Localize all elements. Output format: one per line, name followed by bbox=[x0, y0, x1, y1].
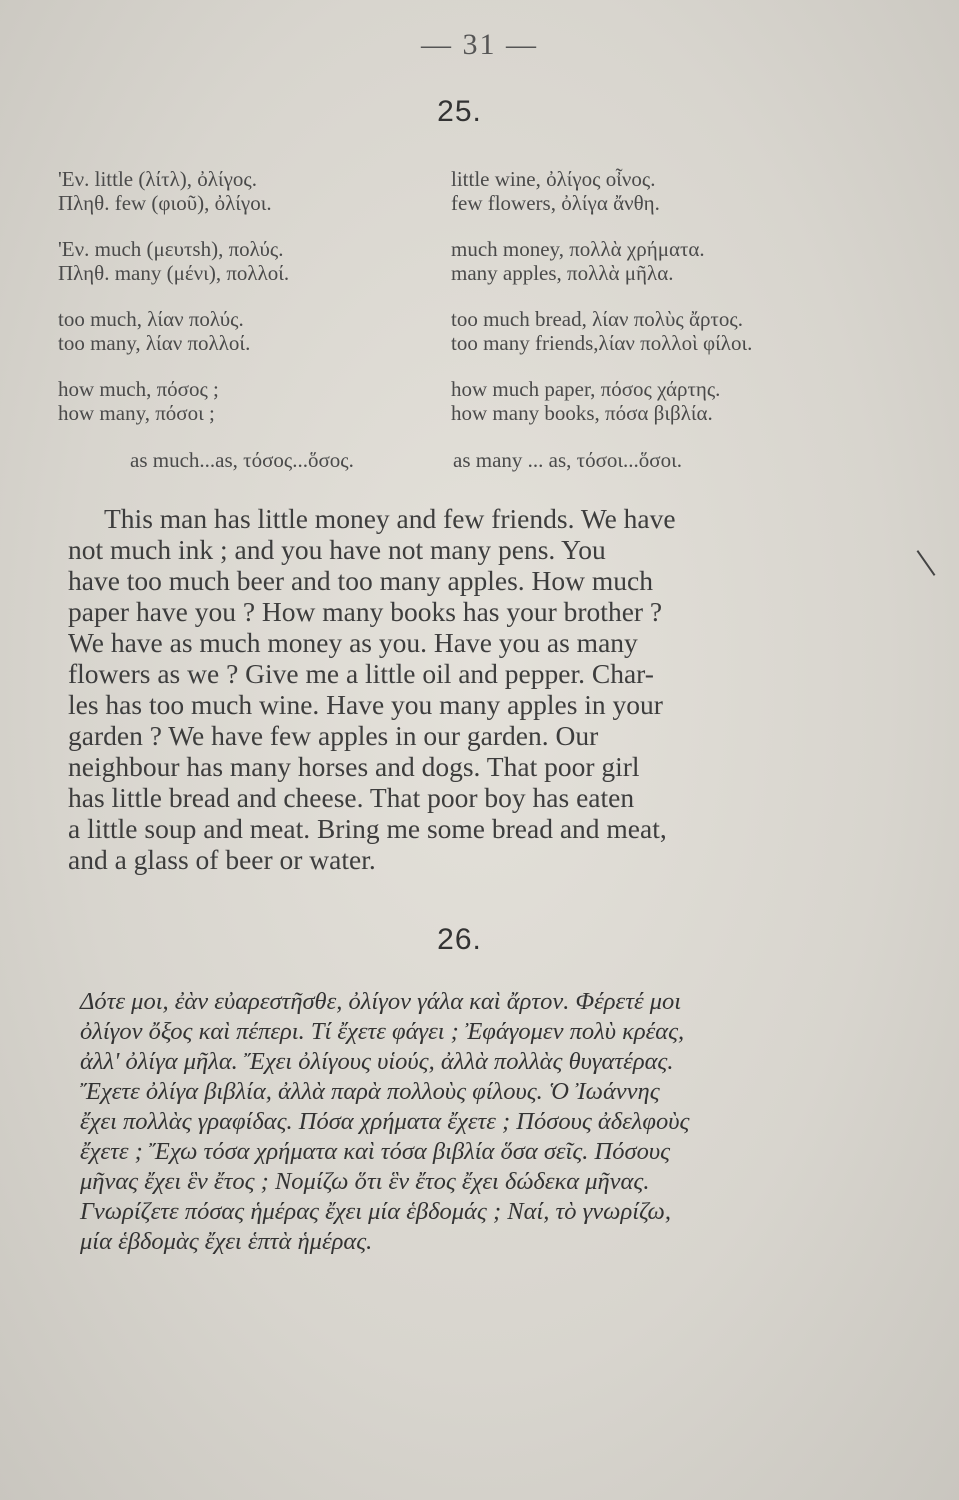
vocab-line: too many friends,λίαν πολλοὶ φίλοι. bbox=[451, 331, 753, 355]
exercise-line: We have as much money as you. Have you as many bbox=[68, 627, 638, 658]
vocab-line: Πληθ. many (μένι), πολλοί. bbox=[58, 261, 290, 285]
exercise-line: not much ink ; and you have not many pens. You bbox=[68, 534, 606, 565]
vocab-line: too many, λίαν πολλοί. bbox=[58, 331, 251, 355]
greek-exercise bbox=[80, 987, 880, 1257]
vocab-line: how much paper, πόσος χάρτης. bbox=[451, 377, 721, 401]
page-number: — 31 — bbox=[421, 28, 538, 61]
greek-line: ἔχετε ; Ἔχω τόσα χρήματα καὶ τόσα βιβλία ὅσα σεῖς. Πόσους bbox=[80, 1138, 671, 1165]
greek-line: ὀλίγον ὄξος καὶ πέπερι. Τί ἔχετε φάγει ; Ἐφάγομεν πολὺ κρέας, bbox=[80, 1018, 685, 1045]
exercise-line: garden ? We have few apples in our garden. Our bbox=[68, 720, 599, 751]
vocab-left-column bbox=[58, 167, 289, 425]
vocab-line: how many books, πόσα βιβλία. bbox=[451, 401, 713, 425]
exercise-line: les has too much wine. Have you many apples in your bbox=[68, 689, 663, 720]
exercise-line: flowers as we ? Give me a little oil and pepper. Char- bbox=[68, 658, 654, 689]
section-25-heading: 25. bbox=[437, 95, 482, 128]
greek-line: ἀλλ' ὀλίγα μῆλα. Ἔχει ὀλίγους υἱούς, ἀλλὰ πολλὰς θυγατέρας. bbox=[80, 1048, 674, 1075]
exercise-line: have too much beer and too many apples. How much bbox=[68, 565, 653, 596]
vocab-line: little wine, ὀλίγος οἶνος. bbox=[451, 167, 656, 191]
vocab-line: too much, λίαν πολύς. bbox=[58, 307, 244, 331]
greek-line: μία ἑβδομὰς ἔχει ἑπτὰ ἡμέρας. bbox=[80, 1228, 373, 1255]
vocab-right-column bbox=[451, 167, 752, 425]
as-much-line: as much...as, τόσος...ὅσος. bbox=[130, 448, 354, 472]
as-many-line: as many ... as, τόσοι...ὅσοι. bbox=[453, 448, 683, 472]
exercise-line: a little soup and meat. Bring me some bread and meat, bbox=[68, 813, 667, 844]
vocab-line: how many, πόσοι ; bbox=[58, 401, 215, 425]
vocab-line: few flowers, ὀλίγα ἄνθη. bbox=[451, 191, 660, 215]
exercise-line: paper have you ? How many books has your brother ? bbox=[68, 596, 663, 627]
vocab-line: Πληθ. few (φιοῦ), ὀλίγοι. bbox=[58, 191, 272, 215]
exercise-line: neighbour has many horses and dogs. That poor girl bbox=[68, 751, 640, 782]
vocab-line: much money, πολλὰ χρήματα. bbox=[451, 237, 705, 261]
exercise-line: has little bread and cheese. That poor boy has eaten bbox=[68, 782, 635, 813]
greek-line: Ἔχετε ὀλίγα βιβλία, ἀλλὰ παρὰ πολλοὺς φίλους. Ὁ Ἰωάννης bbox=[80, 1078, 660, 1105]
section-26-heading: 26. bbox=[437, 923, 482, 956]
vocab-line: many apples, πολλὰ μῆλα. bbox=[451, 261, 674, 285]
vocab-line: 'Εν. little (λίτλ), ὀλίγος. bbox=[58, 167, 257, 191]
exercise-line: This man has little money and few friends. We have bbox=[104, 503, 676, 534]
greek-line: μῆνας ἔχει ἓν ἔτος ; Νομίζω ὅτι ἓν ἔτος ἔχει δώδεκα μῆνας. bbox=[80, 1168, 650, 1195]
margin-pencil-mark bbox=[917, 550, 936, 576]
greek-line: Γνωρίζετε πόσας ἡμέρας ἔχει μία ἑβδομάς ; Ναί, τὸ γνωρίζω, bbox=[80, 1198, 671, 1225]
vocab-line: too much bread, λίαν πολὺς ἄρτος. bbox=[451, 307, 743, 331]
greek-line: Δότε μοι, ἐὰν εὐαρεστῆσθε, ὀλίγον γάλα καὶ ἄρτον. Φέρετέ μοι bbox=[80, 988, 682, 1015]
english-exercise bbox=[68, 503, 868, 875]
greek-line: ἔχει πολλὰς γραφίδας. Πόσα χρήματα ἔχετε ; Πόσους ἀδελφοὺς bbox=[80, 1108, 690, 1135]
exercise-line: and a glass of beer or water. bbox=[68, 844, 376, 875]
vocab-line: how much, πόσος ; bbox=[58, 377, 219, 401]
vocab-line: 'Εν. much (μευτsh), πολύς. bbox=[58, 237, 284, 261]
